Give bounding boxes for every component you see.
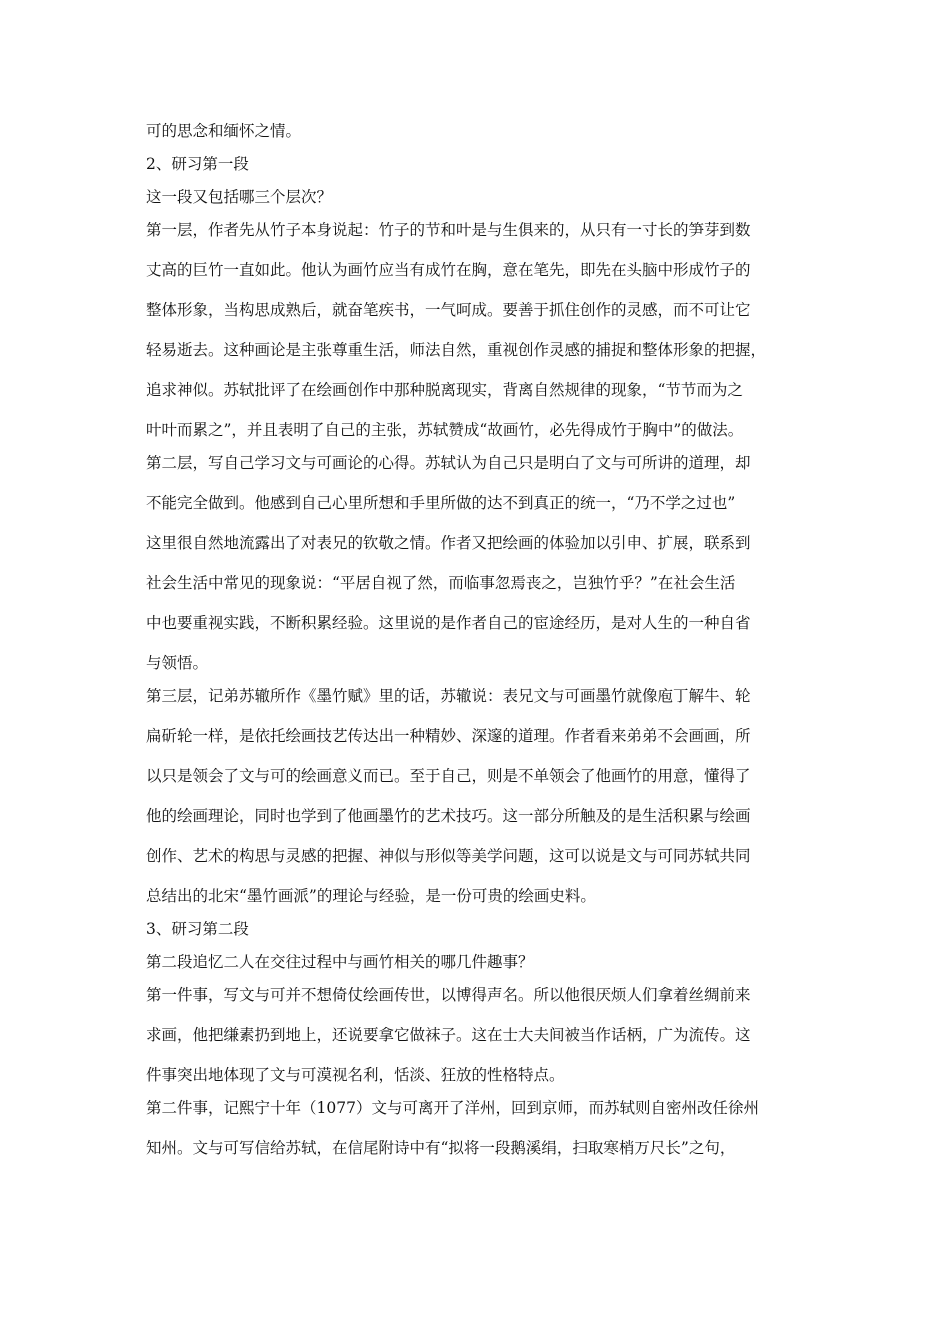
- text-line: 创作、艺术的构思与灵感的把握、神似与形似等美学问题，这可以说是文与可同苏轼共同: [146, 847, 751, 865]
- text-line: 件事突出地体现了文与可漠视名利，恬淡、狂放的性格特点。: [146, 1066, 565, 1084]
- text-line: 求画，他把缣素扔到地上，还说要拿它做袜子。这在士大夫间被当作话柄，广为流传。这: [146, 1026, 751, 1044]
- text-line: 不能完全做到。他感到自己心里所想和手里所做的达不到真正的统一，“乃不学之过也”: [146, 494, 736, 512]
- text-line: 轻易逝去。这种画论是主张尊重生活，师法自然，重视创作灵感的捕捉和整体形象的把握，: [146, 341, 767, 359]
- text-line: 知州。文与可写信给苏轼，在信尾附诗中有“拟将一段鹅溪绢，扫取寒梢万尺长”之句，: [146, 1139, 736, 1157]
- text-line: 以只是领会了文与可的绘画意义而已。至于自己，则是不单领会了他画竹的用意，懂得了: [146, 767, 751, 785]
- document-body: [146, 121, 816, 1171]
- text-line: 整体形象，当构思成熟后，就奋笔疾书，一气呵成。要善于抓住创作的灵感，而不可让它: [146, 301, 751, 319]
- text-line: 他的绘画理论，同时也学到了他画墨竹的艺术技巧。这一部分所触及的是生活积累与绘画: [146, 807, 751, 825]
- text-line: 社会生活中常见的现象说：“平居自视了然，而临事忽焉丧之，岂独竹乎？”在社会生活: [146, 574, 736, 592]
- section-2-question: 这一段又包括哪三个层次？: [146, 188, 333, 206]
- section-2-heading: 2、研习第一段: [146, 155, 249, 173]
- text-line: 第一层，作者先从竹子本身说起：竹子的节和叶是与生俱来的，从只有一寸长的笋芽到数: [146, 221, 751, 239]
- text-line: 总结出的北宋“墨竹画派”的理论与经验，是一份可贵的绘画史料。: [146, 887, 596, 905]
- intro-tail: 可的思念和缅怀之情。: [146, 122, 302, 140]
- text-line: 丈高的巨竹一直如此。他认为画竹应当有成竹在胸，意在笔先，即先在头脑中形成竹子的: [146, 261, 751, 279]
- section-3-heading: 3、研习第二段: [146, 920, 249, 938]
- layer-1-paragraph: [146, 220, 816, 440]
- event-1-paragraph: [146, 985, 816, 1085]
- section-3-question: 第二段追忆二人在交往过程中与画竹相关的哪几件趣事？: [146, 953, 534, 971]
- event-2-paragraph: [146, 1098, 816, 1158]
- text-line: 第二层，写自己学习文与可画论的心得。苏轼认为自己只是明白了文与可所讲的道理，却: [146, 454, 751, 472]
- text-line: 扁斫轮一样，是依托绘画技艺传达出一种精妙、深邃的道理。作者看来弟弟不会画画，所: [146, 727, 751, 745]
- text-line: 第一件事，写文与可并不想倚仗绘画传世，以博得声名。所以他很厌烦人们拿着丝绸前来: [146, 986, 751, 1004]
- text-line: 第二件事，记熙宁十年（1077）文与可离开了洋州，回到京师，而苏轼则自密州改任徐州: [146, 1099, 759, 1117]
- text-line: 这里很自然地流露出了对表兄的钦敬之情。作者又把绘画的体验加以引申、扩展，联系到: [146, 534, 751, 552]
- text-line: 叶叶而累之”，并且表明了自己的主张，苏轼赞成“故画竹，必先得成竹于胸中”的做法。: [146, 421, 744, 439]
- text-line: 中也要重视实践，不断积累经验。这里说的是作者自己的宦途经历，是对人生的一种自省: [146, 614, 751, 632]
- layer-3-paragraph: [146, 686, 816, 906]
- text-line: 与领悟。: [146, 654, 209, 672]
- layer-2-paragraph: [146, 453, 816, 673]
- text-line: 追求神似。苏轼批评了在绘画创作中那种脱离现实，背离自然规律的现象，“节节而为之: [146, 381, 743, 399]
- text-line: 第三层，记弟苏辙所作《墨竹赋》里的话，苏辙说：表兄文与可画墨竹就像庖丁解牛、轮: [146, 687, 751, 705]
